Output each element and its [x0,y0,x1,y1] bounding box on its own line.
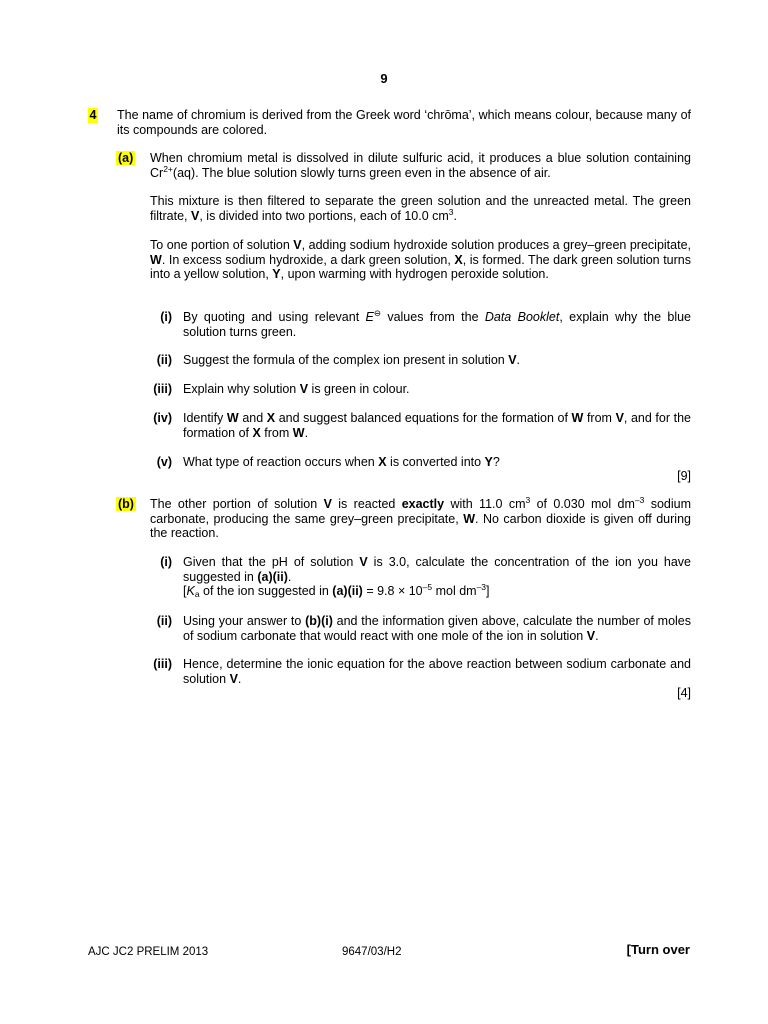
part-a-paragraph-3: To one portion of solution V, adding sodium hydroxide solution produces a grey–green precipitate, W. In excess sodium hydroxide, a dark green solution, X, is formed. The dark green solution turns into a yellow solution, Y, upon warming with hydrogen peroxide solution. [150,238,691,281]
question-intro: The name of chromium is derived from the Greek word ‘chrōma’, which means colour, because many of its compounds are colored. [117,108,691,137]
question-number: 4 [89,108,97,122]
part-a-sub-i-text: By quoting and using relevant E⊖ values from the Data Booklet, explain why the blue solution turns green. [183,308,692,339]
part-b-label-text: (b) [118,497,134,511]
part-a-sub-i-label: (i) [160,310,172,324]
part-a-sub-v-label: (v) [156,455,172,469]
footer-turn-over: [Turn over [626,942,690,957]
part-b-paragraph-1: The other portion of solution V is reacted exactly with 11.0 $cm^3$ of 0.030 mol $dm^{-3}$ sodium carbonate, producing the same grey–green precipitate, W. No carbon dioxide is given off during the reaction. [150,495,691,540]
part-a-paragraph-2: This mixture is then filtered to separate the green solution and the unreacted metal. The green filtrate, V, is divided into two portions, each of 10.0 $cm^3$. [150,194,691,223]
part-a-sub-v-text: What type of reaction occurs when X is converted into Y? [183,455,500,469]
part-a-sub-ii-text: Suggest the formula of the complex ion present in solution V. [183,353,521,367]
part-a-sub-iii-text: Explain why solution V is green in colour. [183,382,410,396]
part-a-sub-iv-label: (iv) [153,411,172,425]
part-b-sub-iii-text: Hence, determine the ionic equation for the above reaction between sodium carbonate and solution V. [183,657,691,686]
part-b-label [116,497,136,512]
part-b-sub-i-label: (i) [160,555,172,569]
footer-paper-code: 9647/03/H2 [342,946,402,958]
part-a-paragraph-1: When chromium metal is dissolved in dilute sulfuric acid, it produces a blue solution containing $Cr^{2+}(aq)$. The blue solution slowly turns green even in the absence of air. [150,151,691,180]
part-a-sub-iii-label: (iii) [153,382,172,396]
page-number: 9 [380,71,388,86]
part-a-label-text: (a) [118,151,134,165]
part-a-label [116,151,135,166]
part-b-sub-ii-label: (ii) [156,614,172,628]
part-a-sub-iv-text: Identify W and X and suggest balanced equations for the formation of W from V, and for the formation of X from W. [183,411,691,440]
part-b-sub-ii-text: Using your answer to (b)(i) and the information given above, calculate the number of moles of sodium carbonate that would react with one mole of the ion in solution V. [183,614,691,643]
part-a-sub-ii-label: (ii) [156,353,172,367]
footer-exam-name: AJC JC2 PRELIM 2013 [88,946,209,958]
part-b-sub-i-text: Given that the pH of solution V is 3.0, calculate the concentration of the ion you have suggested in (a)(ii). [$K_a$ of the ion suggested in $(a)(ii) = 9.8 \times 10^{-5}$ mol $dm^{-3}$] [183,555,692,599]
part-a-marks: [9] [677,469,691,483]
part-b-sub-iii-label: (iii) [153,657,172,671]
part-b-marks: [4] [677,686,691,700]
